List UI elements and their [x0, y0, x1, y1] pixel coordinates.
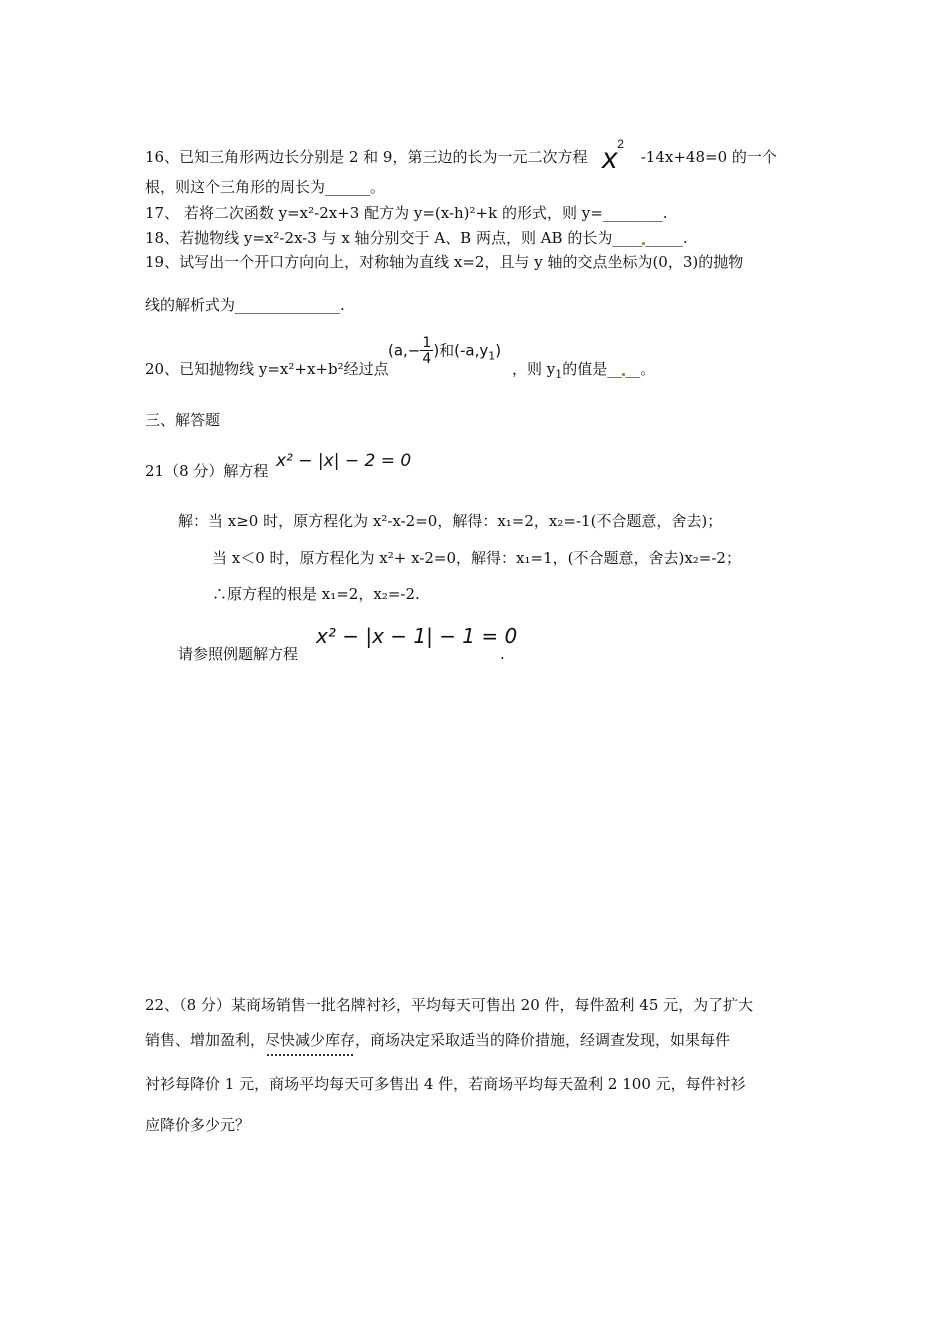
q20-point-formula	[388, 336, 501, 366]
q20-right-a: ，则 y	[512, 360, 556, 378]
q21-equation-2-text: x² − |x − 1| − 1 = 0	[316, 624, 518, 648]
section-3-heading: 三、解答题	[145, 411, 221, 429]
q20-right-text	[512, 360, 656, 381]
q20-point-subscript: 1	[488, 349, 496, 363]
q20-point-close: )	[495, 341, 502, 360]
q18-text-before: 18、若抛物线 y=x²-2x-3 与 x 轴分别交于 A、B 两点，则 AB 的长为____	[145, 229, 643, 247]
q21-solution-line-3: ∴原方程的根是 x₁=2，x₂=-2.	[212, 585, 420, 603]
q22-line2-part-a: 销售、增加盈利，	[145, 1031, 266, 1049]
question-22-line-4: 应降价多少元？	[145, 1116, 251, 1134]
q20-right-subscript: 1	[555, 368, 563, 381]
q21-solution-line-1: 解：当 x≥0 时，原方程化为 x²-x-2=0，解得：x₁=2，x₂=-1(不合题意，舍去)；	[178, 512, 723, 530]
q21-equation-2	[316, 624, 517, 648]
q21-equation	[276, 451, 411, 471]
q16-text-part1: 16、已知三角形两边长分别是 2 和 9，第三边的长为一元二次方程	[145, 148, 588, 166]
question-21-label: 21（8 分）解方程	[145, 462, 269, 480]
q20-fraction	[420, 336, 433, 366]
q20-point-rest: )和(-a,y	[433, 341, 489, 360]
question-22-line-2	[145, 1031, 730, 1049]
q20-fraction-numerator: 1	[422, 335, 432, 351]
q20-right-b: 的值是__	[562, 360, 623, 378]
question-16-line-2: 根，则这个三角形的周长为______。	[145, 178, 386, 196]
question-19-line-1: 19、试写出一个开口方向向上，对称轴为直线 x=2，且与 y 轴的交点坐标为(0，3)的抛物	[145, 253, 744, 271]
question-20	[145, 360, 389, 378]
question-18	[145, 229, 688, 247]
q18-text-after: _____.	[645, 229, 688, 247]
q20-fraction-denominator: 4	[422, 351, 432, 367]
q21-solution-line-2: 当 x＜0 时，原方程化为 x²+ x-2=0，解得：x₁=1，(不合题意，舍去)x₂=-2；	[212, 549, 741, 567]
q21-equation-text: x² − |x| − 2 = 0	[276, 451, 412, 471]
q16-variable-x: x	[602, 142, 618, 175]
question-22-line-3: 衬衫每降价 1 元，商场平均每天可多售出 4 件，若商场平均每天盈利 2 100 元，每件衬衫	[145, 1075, 746, 1093]
q20-point-open: (a,−	[388, 341, 421, 360]
q16-exponent: 2	[617, 137, 624, 151]
q22-emphasized-text: 尽快减少库存	[265, 1031, 356, 1049]
question-17: 17、 若将二次函数 y=x²-2x+3 配方为 y=(x-h)²+k 的形式，则 y=________.	[145, 204, 668, 222]
question-19-line-2: 线的解析式为______________.	[145, 296, 345, 314]
q21-ask-end: .	[500, 645, 505, 663]
q16-text-part2: -14x+48=0 的一个	[640, 148, 777, 166]
question-22-line-1: 22、（8 分）某商场销售一批名牌衬衫，平均每天可售出 20 件，每件盈利 45 元，为了扩大	[145, 996, 754, 1014]
question-16-line-1	[145, 135, 777, 175]
q20-right-c: __。	[625, 360, 656, 378]
q22-line2-part-c: ，商场决定采取适当的降价措施，经调查发现，如果每件	[355, 1031, 731, 1049]
q20-text-left: 20、已知抛物线 y=x²+x+b²经过点	[145, 360, 389, 378]
q21-ask-text: 请参照例题解方程	[178, 645, 299, 663]
